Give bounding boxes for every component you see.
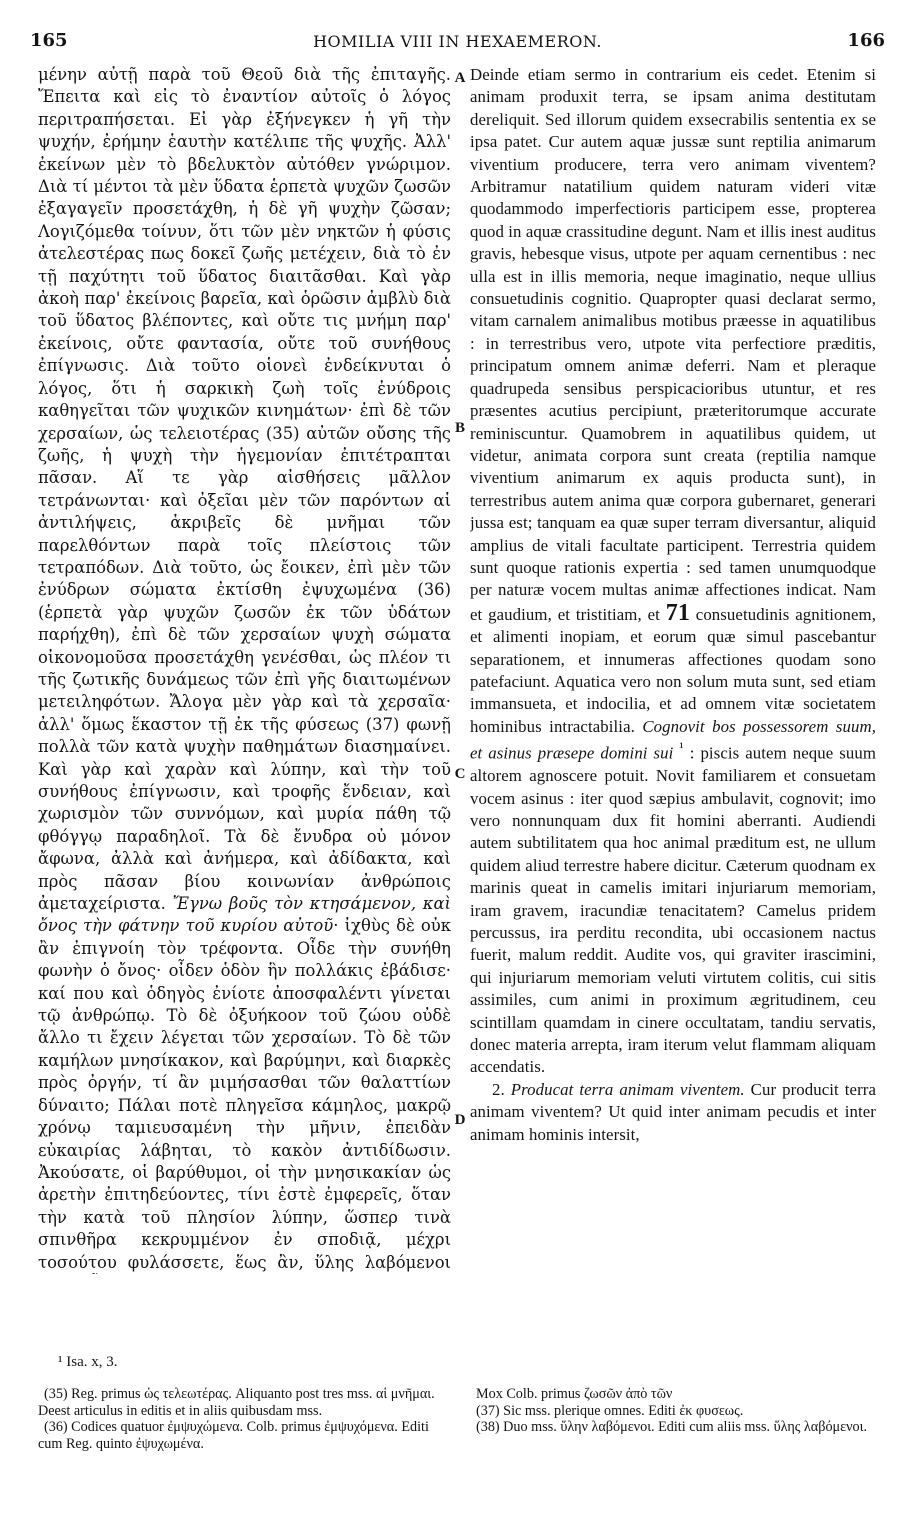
- greek-text: μένην αὐτῇ παρὰ τοῦ Θεοῦ διὰ τῆς ἐπιταγῆς. Ἔπειτα καὶ εἰς τὸ ἐναντίον αὐτοῖς ὁ λόγος περιτραπήσεται. Εἰ γὰρ ἐξήνεγκεν ἡ γῆ τὴν ψυχήν, ἐρήμην ἑαυτὴν κατέλιπε τῆς ψυχῆς. Ἀλλ' ἐκείνων μὲν τὸ βδελυκτὸν αὐτόθεν γνώριμον. Διὰ τί μέντοι τὰ μὲν ὕδατα ἑρπετὰ ψυχῶν ζωσῶν ἐξαγαγεῖν προσετάχθη, ἡ δὲ γῆ ψυχὴν ζῶσαν; Λογιζόμεθα τοίνυν, ὅτι τῶν μὲν νηκτῶν ἡ φύσις ἀτελεστέρας πως δοκεῖ ζωῆς μετέχειν, διὰ τὸ ἐν τῇ παχύτητι τοῦ ὕδατος διαιτᾶσθαι. Καὶ γὰρ ἀκοὴ παρ' ἐκείνοις βαρεῖα, καὶ ὁρῶσιν ἀμβλὺ διὰ τοῦ ὕδατος βλέποντες, καὶ οὔτε τις μνήμη παρ' ἐκείνοις, οὔτε φαντασία, οὔτε τοῦ συνήθους ἐπίγνωσις. Διὰ τοῦτο οἱονεὶ ἐνδείκνυται ὁ λόγος, ὅτι ἡ σαρκικὴ ζωὴ τοῖς ἐνύδροις καθηγεῖται τῶν ψυχικῶν κινημάτων· ἐπὶ δὲ τῶν χερσαίων, ὡς τελειοτέρας (35) αὐτῶν οὔσης τῆς ζωῆς, ἡ ψυχὴ τὴν ἡγεμονίαν ἐπιτέτραπται πᾶσαν. Αἵ τε γὰρ αἰσθήσεις μᾶλλον τετράνωνται· καὶ ὀξεῖαι μὲν τῶν παρόντων αἱ ἀντιλήψεις, ἀκριβεῖς δὲ μνῆμαι τῶν παρελθόντων παρὰ τοῖς πλείστοις τῶν τετραπόδων. Διὰ τοῦτο, ὡς ἔοικεν, ἐπὶ μὲν τῶν ἐνύδρων σώματα ἐκτίσθη ἐψυχωμένα (36) (ἑρπετὰ γὰρ ψυχῶν ζωσῶν ἐκ τῶν ὑδάτων παρήχθη), ἐπὶ δὲ τῶν χερσαίων ψυχὴ σώματα οἰκονομοῦσα προσετάχθη γενέσθαι, ὡς πλέον τι τῆς ζωτικῆς δυνάμεως τῶν ἐπὶ γῆς διαιτωμένων μετειληφότων. Ἄλογα μὲν γὰρ καὶ τὰ χερσαῖα· ἀλλ' ὅμως ἕκαστον τῇ ἐκ τῆς φύσεως (37) φωνῇ πολλὰ τῶν κατὰ ψυχὴν παθημάτων διασημαίνει. Καὶ γὰρ καὶ χαρὰν καὶ λύπην, καὶ τὴν τοῦ συνήθους ἐπίγνωσιν, καὶ τροφῆς ἔνδειαν, καὶ χωρισμὸν τῶν συννόμων, καὶ μυρία πάθη τῷ φθόγγῳ παραδηλοῖ. Τὰ δὲ ἔνυδρα οὐ μόνον ἄφωνα, ἀλλὰ καὶ ἀνήμερα, καὶ ἀδίδακτα, καὶ πρὸς πᾶσαν βίου κοινωνίαν ἀνθρώποις ἀμεταχείριστα.: [38, 65, 451, 914]
- footnote-35: (35) Reg. primus ὡς τελεωτέρας. Aliquanto post tres mss. αἱ μνῆμαι. Deest articulus in editis et in aliis quibusdam mss.: [38, 1386, 435, 1419]
- greek-text-continued: · ἰχθὺς δὲ οὐκ ἂν ἐπιγνοίη τὸν τρέφοντα. Οἶδε τὴν συνήθη φωνὴν ὁ ὄνος· οἶδεν ὁδὸν ἣν πολλάκις ἐβάδισε· καί που καὶ ὁδηγὸς ἐνίοτε ἀποσφαλέντι γίνεται τῷ ἀνθρώπῳ. Τὸ δὲ ὀξυήκοον τοῦ ζώου οὐδὲ ἄλλο τι ἔχειν λέγεται τῶν χερσαίων. Τὸ δὲ τῶν καμήλων μνησίκακον, καὶ βαρύμηνι, καὶ διαρκὲς πρὸς ὀργήν, τί ἂν μιμήσασθαι τῶν θαλαττίων δύναιτο; Πάλαι ποτὲ πληγεῖσα κάμηλος, μακρῷ χρόνῳ ταμιευσαμένη τὴν μῆνιν, ἐπειδὰν εὐκαιρίας λάβηται, τὸ κακὸν ἀντιδίδωσιν. Ἀκούσατε, οἱ βαρύθυμοι, οἱ τὴν μνησικακίαν ὡς ἀρετὴν ἐπιτηδεύοντες, τίνι ἐστὲ ἐμφερεῖς, ὅταν τὴν κατὰ τοῦ πλησίον λύπην, ὥσπερ τινὰ σπινθῆρα κεκρυμμένον ἐν σποδιᾷ, μέχρι τοσούτου φυλάσσετε, ἕως ἂν, ὕλης λαβόμενοι: [38, 916, 451, 1272]
- footnote-38: (38) Duo mss. ὕλην λαβόμενοι. Editi cum aliis mss. ὕλης λαβόμενοι.: [476, 1419, 867, 1436]
- footnote-37: (37) Sic mss. plerique omnes. Editi ἐκ φυσεως.: [476, 1402, 744, 1419]
- page-number-left: 165: [30, 30, 68, 51]
- footnotes-right: [470, 1386, 876, 1436]
- latin-scripture-quote: Cognovit bos possessorem suum, et asinus præsepe domini sui: [470, 716, 876, 763]
- greek-scripture-quote: Ἔγνω βοῦς τὸν κτησάμενον, καὶ ὄνος τὴν φάτνην τοῦ κυρίου αὐτοῦ: [38, 894, 451, 936]
- latin-text-b: consuetudinis agnitionem, et alimenti inopiam, et eorum quæ simul pascebantur separationem, et innumeras affectiones quodam sono patefaciunt. Aquatica vero non solum muta sunt, sed etiam immansueta, et indocilia, et ad omnem vitæ societatem hominibus intractabilia.: [470, 604, 876, 736]
- running-header: [30, 30, 885, 60]
- margin-mark-d: D: [454, 1112, 466, 1128]
- running-title: HOMILIA VIII IN HEXAEMERON.: [313, 32, 602, 51]
- scripture-footnote: ¹ Isa. x, 3.: [58, 1354, 118, 1370]
- footnotes-left: [38, 1386, 453, 1452]
- latin-section-text: Cur producit terra animam viventem? Ut quid inter animam pecudis et inter animam hominis intersit,: [470, 1079, 876, 1144]
- latin-section-2: [470, 1079, 876, 1146]
- margin-gutter: [452, 64, 468, 1364]
- page-number-right: 166: [847, 30, 885, 51]
- latin-section-quote: Producat terra animam viventem.: [510, 1079, 745, 1099]
- latin-text: Deinde etiam sermo in contrarium eis cedet. Etenim si animam produxit terra, se ipsam anima destitutam dereliquit. Sed illorum quidem exsecrabilis sententia ex se ipsa patet. Cur autem aquæ jussæ sunt reptilia animarum viventium producere, terra vero animam viventem? Arbitramur natatilium quidem naturam videri vitæ quodammodo imperfectioris participem esse, propterea quod in aquæ crassitudine degunt. Nam et illis inest auditus gravis, hebesque visus, utpote per aquam cernentibus : nec ulla est in illis memoria, neque imaginatio, neque ullius consuetudinis cognitio. Quapropter quasi declarat sermo, vitam carnalem animalibus motibus præesse in aquatilibus : in terrestribus vero, utpote vita perfectiore præditis, principatum omnem animæ deferri. Nam et pleraque quadrupeda sensibus perspicacioribus utuntur, et res præsentes acutius percipiunt, præteritorumque accurate reminiscuntur. Quamobrem in aquatilibus quidem, ut videtur, animata corpora sunt creata (reptilia namque viventium animarum ex aquis producta sunt), in terrestribus autem anima quæ corpora gubernaret, generari jussa est; tanquam ea quæ super terram diversantur, aliquid amplius de vitali facultate participent. Terrestria quidem sunt quoque rationis expertia : sed tamen unumquodque per naturæ vocem multas animæ affectiones indicat. Nam et gaudium, et tristitiam, et: [470, 65, 876, 624]
- footnote-36: (36) Codices quatuor ἐμψυχώμενα. Colb. primus ἐμψυχόμενα. Editi cum Reg. quinto ἐψυχωμένα.: [38, 1419, 429, 1452]
- greek-column: [38, 64, 451, 1274]
- latin-section-number: 2.: [492, 1079, 505, 1099]
- footnote-36-continued: Mox Colb. primus ζωσῶν ἀπὸ τῶν: [476, 1386, 673, 1402]
- latin-paragraph: [470, 64, 876, 1079]
- margin-mark-b: B: [454, 420, 465, 436]
- footnote-reference: ¹: [679, 741, 684, 757]
- column-number-marker: 71: [665, 599, 690, 626]
- greek-paragraph: [38, 64, 451, 1274]
- latin-column: [470, 64, 876, 1274]
- margin-mark-a: A: [454, 70, 466, 86]
- latin-text-continued: : piscis autem neque suum altorem agnoscere potuit. Novit familiarem et consuetam vocem asinus : iter quod sæpius ambulavit, cognovit; imo vero nonnunquam dux fit homini aberranti. Audiendi autem subtilitatem qua hoc animal præditum est, ne ullum quidem aliud terrestre habere dicitur. Cæterum quodnam ex marinis queat in camelis imitari injuriarum memoriam, iram gravem, iracundiæ tenacitatem? Camelus pridem percussus, ira perditu recondita, ubi occasionem nactus fuerit, malum reddit. Audite vos, qui graviter irascimini, qui injuriarum memoriam veluti virtutem colitis, cui sitis assimiles, cum animi in proximum ægritudinem, ceu scintillam quamdam in cinere occultatam, tandiu servatis, donec materia arrepta, iram iterum velut flammam aliquam accendatis.: [470, 743, 876, 1077]
- margin-mark-c: C: [454, 766, 466, 782]
